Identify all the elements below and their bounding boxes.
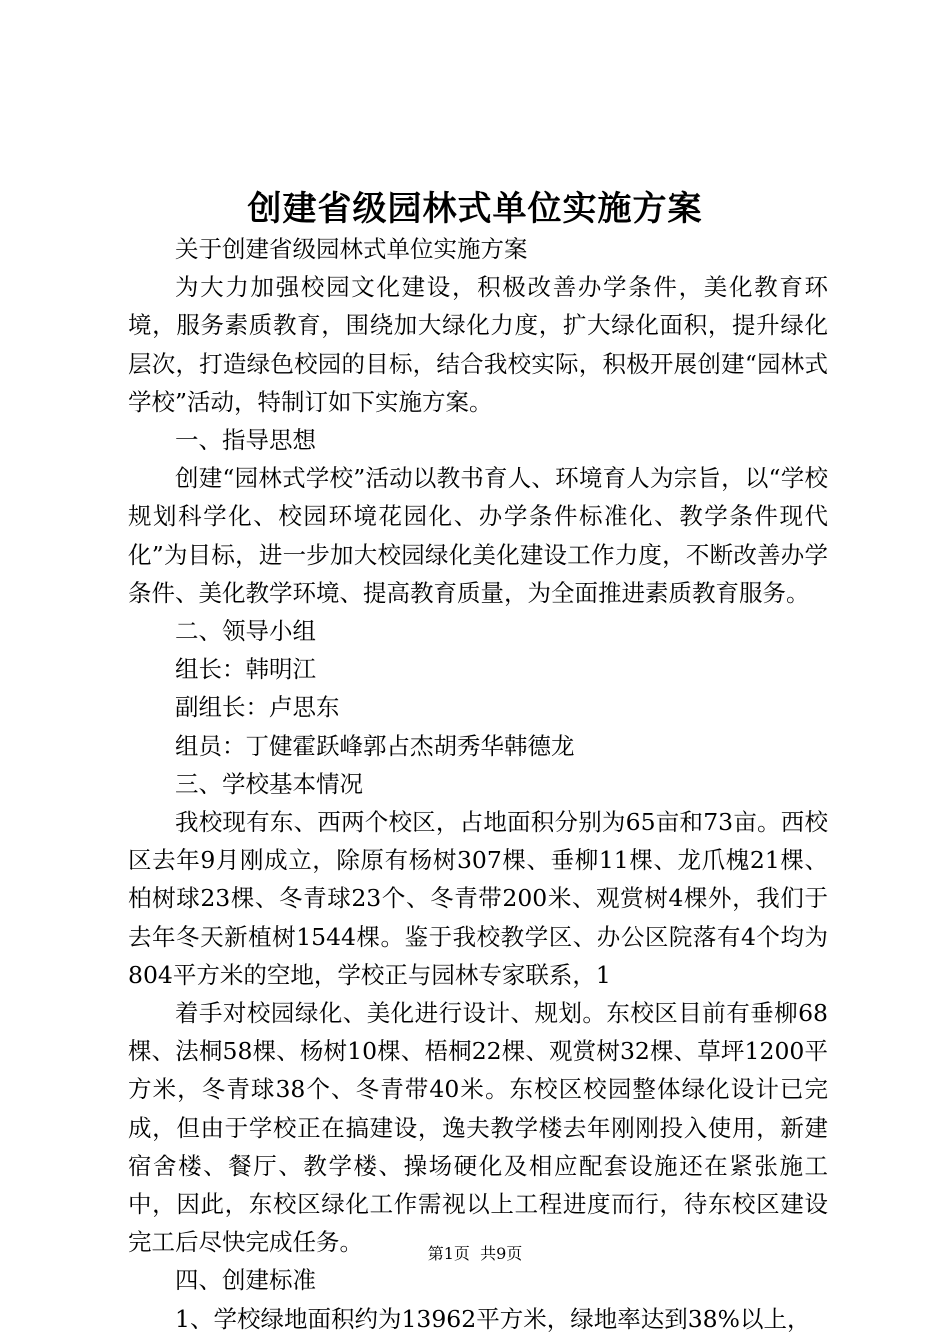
paragraph-intro: 为大力加强校园文化建设，积极改善办学条件，美化教育环境，服务素质教育，围绕加大绿化力度，扩大绿化面积，提升绿化层次，打造绿色校园的目标，结合我校实际，积极开展创建“园林式学校”活动，特制订如下实施方案。 (128, 273, 828, 416)
document-title: 创建省级园林式单位实施方案 (247, 189, 703, 229)
section-heading-guiding-ideology: 一、指导思想 (175, 426, 316, 455)
paragraph-deputy-leader: 副组长：卢思东 (175, 693, 340, 722)
section-heading-school-situation: 三、学校基本情况 (175, 769, 363, 798)
paragraph-group-members: 组员：丁健霍跃峰郭占杰胡秀华韩德龙 (175, 731, 575, 760)
paragraph-group-leader: 组长：韩明江 (175, 655, 316, 684)
document-body (128, 230, 828, 1338)
section-heading-standards: 四、创建标准 (175, 1266, 316, 1295)
section-heading-leadership-group: 二、领导小组 (175, 617, 316, 646)
page-footer: 第1页 共9页 (427, 1244, 523, 1263)
paragraph-guiding-ideology: 创建“园林式学校”活动以教书育人、环境育人为宗旨，以“学校规划科学化、校园环境花园化、办学条件标准化、教学条件现代化”为目标，进一步加大校园绿化美化建设工作力度，不断改善办学条件、美化教学环境、提高教育质量，为全面推进素质教育服务。 (128, 464, 828, 607)
paragraph-standard-1: 1、学校绿地面积约为13962平方米，绿地率达到38%以上， (175, 1304, 811, 1333)
paragraph-east-campus: 着手对校园绿化、美化进行设计、规划。东校区目前有垂柳68棵、法桐58棵、杨树10棵、梧桐22棵、观赏树32棵、草坪1200平方米，冬青球38个、冬青带40米。东校区校园整体绿化设计已完成，但由于学校正在搞建设，逸夫教学楼去年刚刚投入使用，新建宿舍楼、餐厅、教学楼、操场硬化及相应配套设施还在紧张施工中，因此，东校区绿化工作需视以上工程进度而行，待东校区建设完工后尽快完成任务。 (128, 999, 828, 1257)
paragraph-west-campus: 我校现有东、西两个校区，占地面积分别为65亩和73亩。西校区去年9月刚成立，除原有杨树307棵、垂柳11棵、龙爪槐21棵、柏树球23棵、冬青球23个、冬青带200米、观赏树4棵外，我们于去年冬天新植树1544棵。鉴于我校教学区、办公区院落有4个均为804平方米的空地，学校正与园林专家联系，1 (128, 808, 828, 989)
paragraph-doc-subtitle: 关于创建省级园林式单位实施方案 (175, 235, 528, 263)
